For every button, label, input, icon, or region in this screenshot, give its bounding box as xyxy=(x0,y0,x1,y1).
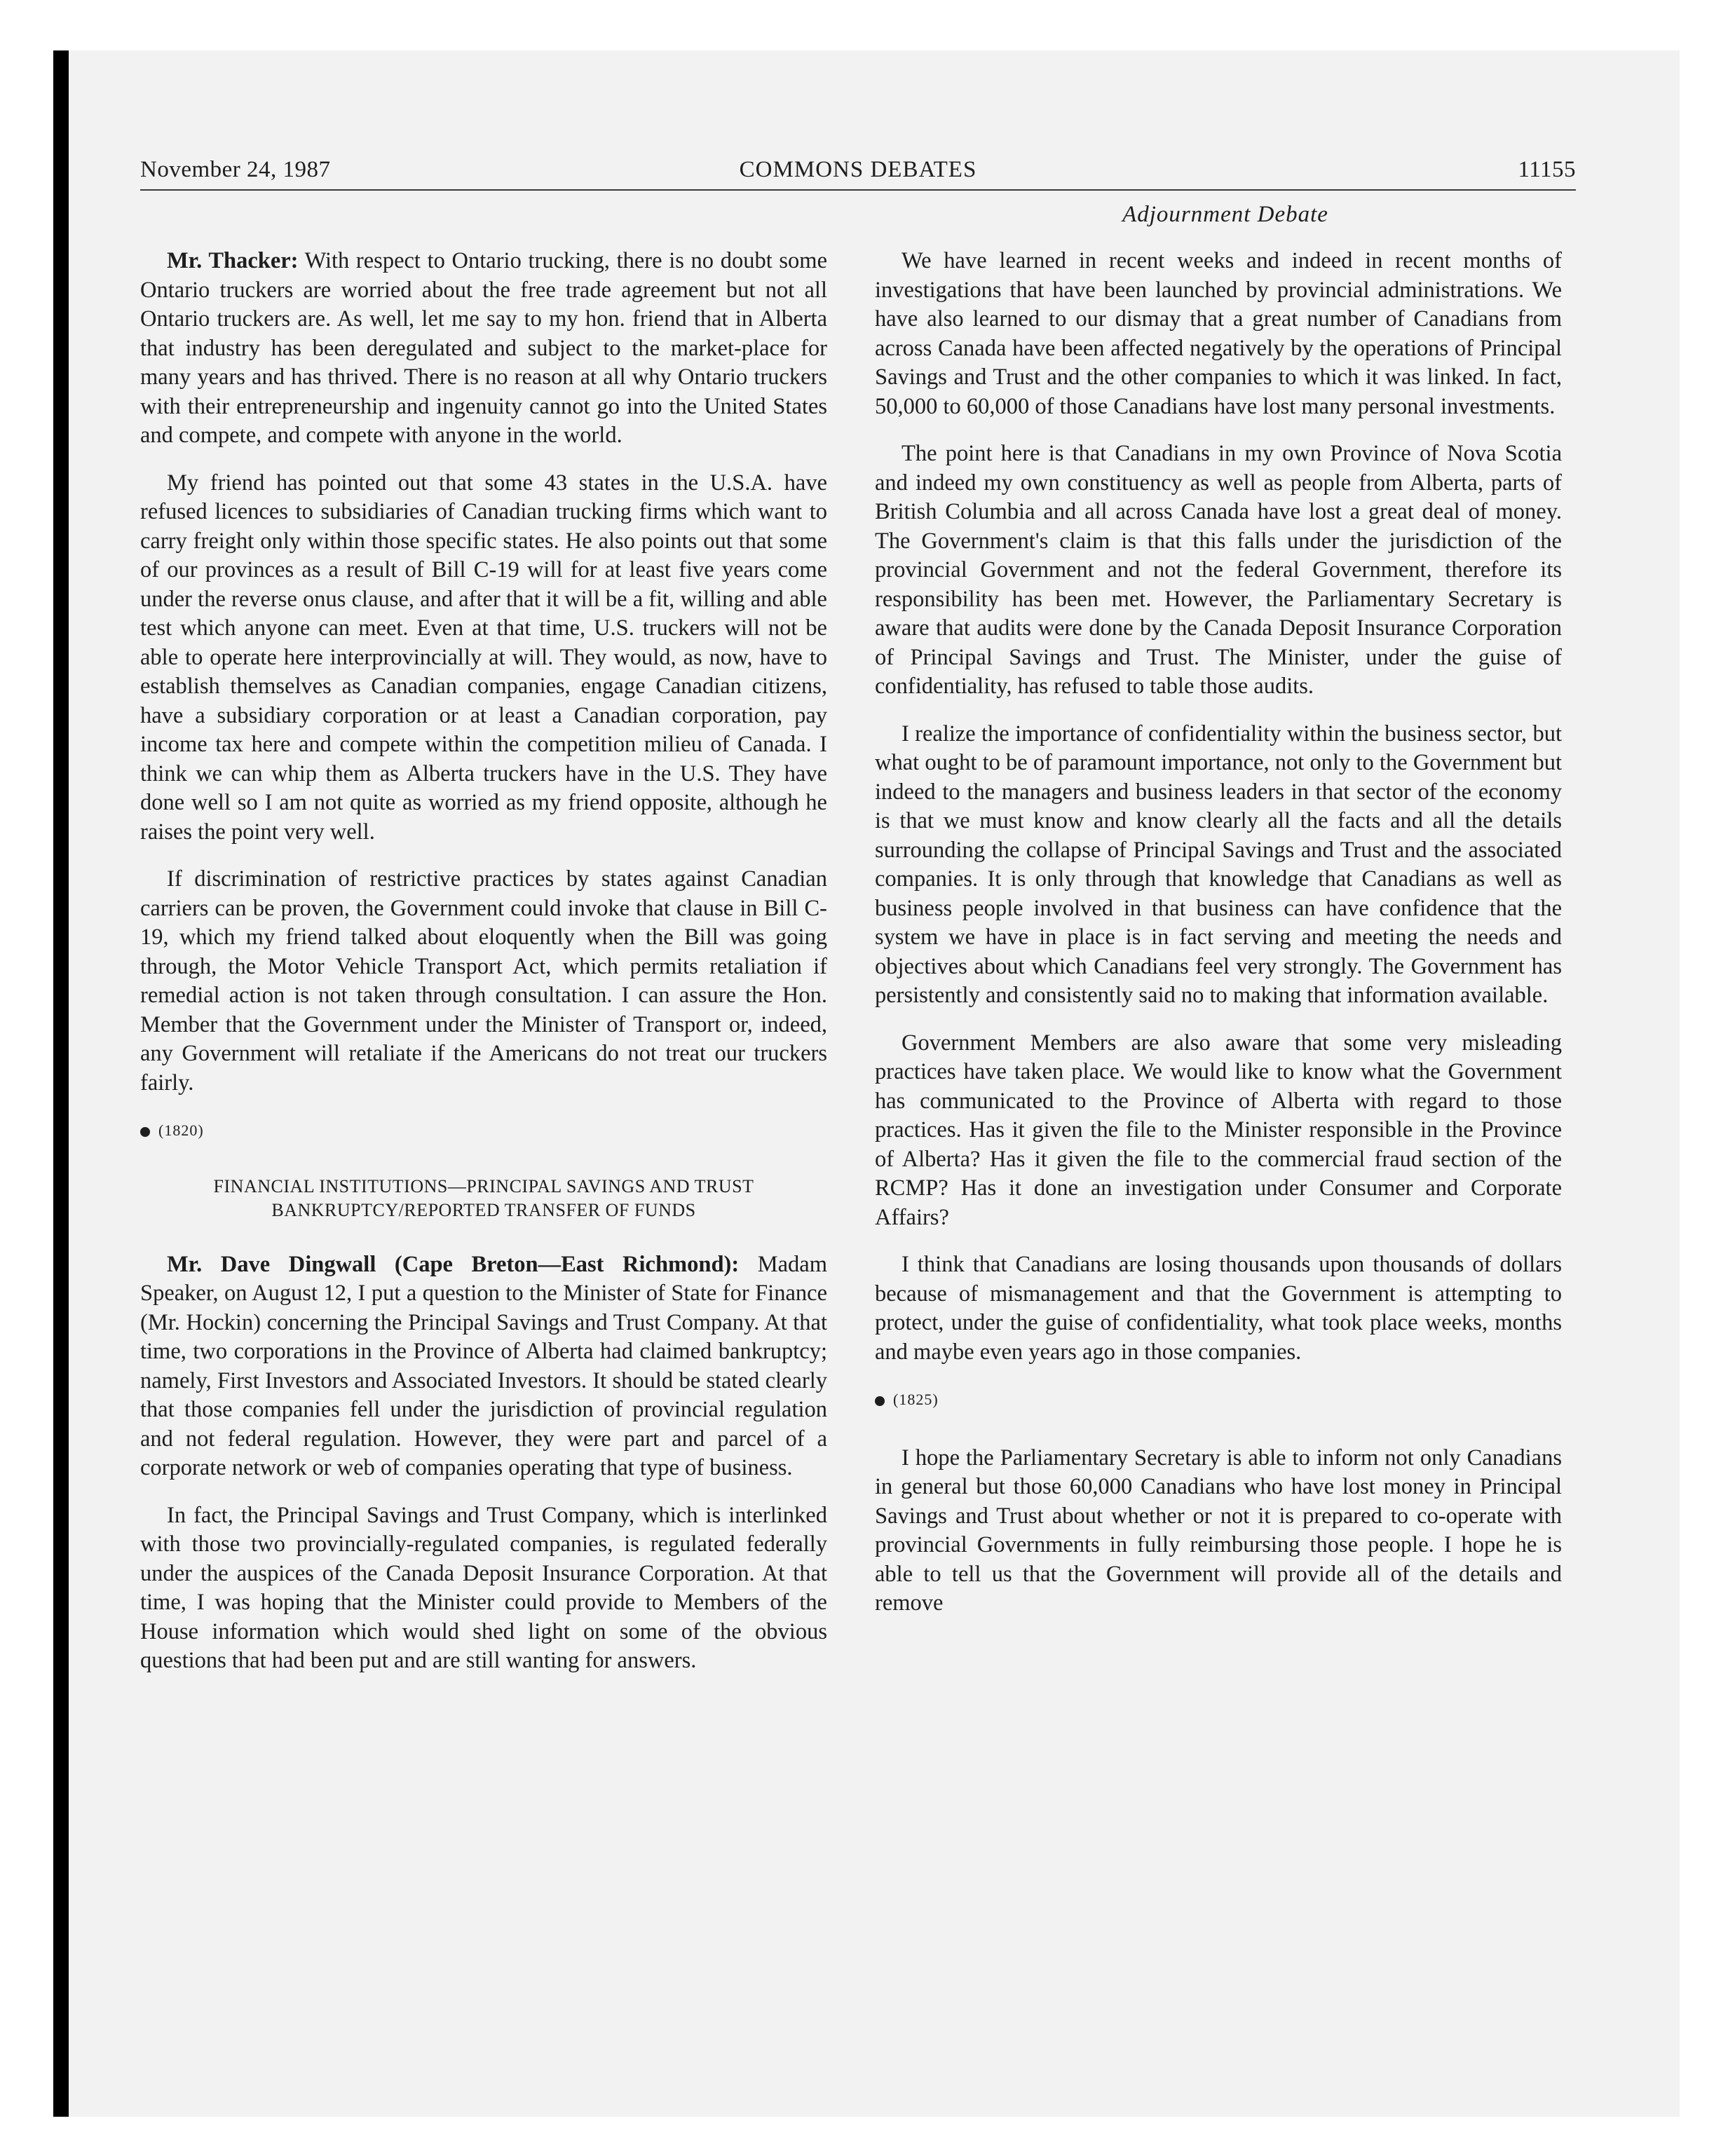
right-column xyxy=(875,247,1562,1637)
paragraph-thacker xyxy=(140,247,827,451)
debate-title-line: BANKRUPTCY/REPORTED TRANSFER OF FUNDS xyxy=(271,1199,696,1220)
paragraph: We have learned in recent weeks and indeed in recent months of investigations that have been launched by provincial administrations. We have also learned to our dismay that a great number of Canadians from across Canada have been affected negatively by the operations of Principal Savings and Trust and the other companies to which it was linked. In fact, 50,000 to 60,000 of those Canadians have lost many personal investments. xyxy=(875,248,1562,419)
paragraph: My friend has pointed out that some 43 states in the U.S.A. have refused licences to subsidiaries of Canadian trucking firms which want to carry freight only within those specific states. He also points out that some of our provinces as a result of Bill C-19 will for at least five years come under the reverse onus clause, and after that it will be a fit, willing and able test which anyone can meet. Even at that time, U.S. truckers will not be able to operate here interprovincially at will. They would, as now, have to establish themselves as Canadian companies, engage Canadian citizens, have a subsidiary corporation or at least a Canadian corporation, pay income tax here and compete within the competition milieu of Canada. I think we can whip them as Alberta truckers have in the U.S. They have done well so I am not quite as worried as my friend opposite, although he raises the point very well. xyxy=(140,470,827,845)
paragraph: If discrimination of restrictive practices by states against Canadian carriers can be proven, the Government could invoke that clause in Bill C-19, which my friend talked about eloquently when the Bill was going through, the Motor Vehicle Transport Act, which permits retaliation if remedial action is not taken through consultation. I can assure the Hon. Member that the Government under the Minister of Transport or, indeed, any Government will retaliate if the Americans do not treat our truckers fairly. xyxy=(140,866,827,1096)
timestamp-marker xyxy=(875,1385,1562,1414)
paragraph: Government Members are also aware that some very misleading practices have taken place. We would like to know what the Government has communicated to the Province of Alberta with regard to those practices. Has it given the file to the Minister responsible in the Province of Alberta? Has it given the file to the commercial fraud section of the RCMP? Has it done an investigation under Consumer and Corporate Affairs? xyxy=(875,1030,1562,1230)
paragraph-dingwall xyxy=(140,1250,827,1483)
debate-title xyxy=(140,1175,827,1222)
paragraph: In fact, the Principal Savings and Trust Company, which is interlinked with those two provincially-regulated companies, is regulated federally under the auspices of the Canada Deposit Insurance Corporation. At that time, I was hoping that the Minister could provide to Members of the House information which would shed light on some of the obvious questions that had been put and are still wanting for answers. xyxy=(140,1502,827,1673)
paragraph-text: With respect to Ontario trucking, there is no doubt some Ontario truckers are worried about the free trade agreement but not all Ontario truckers are. As well, let me say to my hon. friend that in Alberta that industry has been deregulated and subject to the market-place for many years and has thrived. There is no reason at all why Ontario truckers with their entrepreneurship and ingenuity cannot go into the United States and compete, and compete with anyone in the world. xyxy=(140,248,827,448)
speaker-name: Mr. Thacker: xyxy=(167,248,299,273)
paragraph: The point here is that Canadians in my own Province of Nova Scotia and indeed my own constituency as well as people from Alberta, parts of British Columbia and all across Canada have lost a great deal of money. The Government's claim is that this falls under the jurisdiction of the provincial Government and not the federal Government, therefore its responsibility has been met. However, the Parliamentary Secretary is aware that audits were done by the Canada Deposit Insurance Corporation of Principal Savings and Trust. The Minister, under the guise of confidentiality, has refused to table those audits. xyxy=(875,441,1562,699)
scan-edge-bar xyxy=(53,50,69,2117)
left-column xyxy=(140,247,827,1694)
paragraph: I realize the importance of confidentiality within the business sector, but what ought to be of paramount importance, not only to the Government but indeed to the managers and business leaders in that sector of the economy is that we must know and know clearly all the facts and all the details surrounding the collapse of Principal Savings and Trust and the associated companies. It is only through that knowledge that Canadians as well as business people involved in that business can have confidence that the system we have in place is in fact serving and meeting the needs and objectives about which Canadians feel very strongly. The Government has persistently and consistently said no to making that information available. xyxy=(875,721,1562,1008)
bullet-icon xyxy=(140,1127,150,1137)
header-date: November 24, 1987 xyxy=(140,157,331,182)
speaker-name: Mr. Dave Dingwall (Cape Breton—East Richmond): xyxy=(167,1251,740,1277)
timestamp-text: (1820) xyxy=(158,1121,204,1139)
timestamp-text: (1825) xyxy=(893,1391,939,1408)
header-title: COMMONS DEBATES xyxy=(739,157,977,182)
paragraph: I think that Canadians are losing thousands upon thousands of dollars because of mismanagement and that the Government is attempting to protect, under the guise of confidentiality, what took place weeks, months and maybe even years ago in those companies. xyxy=(875,1252,1562,1365)
timestamp-marker xyxy=(140,1116,827,1145)
page-header xyxy=(140,154,1576,191)
paragraph-text: Madam Speaker, on August 12, I put a question to the Minister of State for Finance (Mr. Hockin) concerning the Principal Savings and Trust Company. At that time, two corporations in the Province of Alberta had claimed bankruptcy; namely, First Investors and Associated Investors. It should be stated clearly that those companies fell under the jurisdiction of provincial regulation and not federal regulation. However, they were part and parcel of a corporate network or web of companies operating that type of business. xyxy=(140,1251,828,1480)
section-label: Adjournment Debate xyxy=(1122,202,1328,227)
header-page-number: 11155 xyxy=(1518,157,1576,182)
paragraph: I hope the Parliamentary Secretary is able to inform not only Canadians in general but those 60,000 Canadians who have lost money in Principal Savings and Trust about whether or not it is prepared to co-operate with provincial Governments in fully reimbursing those people. I hope he is able to tell us that the Government will provide all of the details and remove xyxy=(875,1445,1562,1616)
debate-title-line: FINANCIAL INSTITUTIONS—PRINCIPAL SAVINGS AND TRUST xyxy=(213,1175,754,1196)
bullet-icon xyxy=(875,1396,885,1406)
